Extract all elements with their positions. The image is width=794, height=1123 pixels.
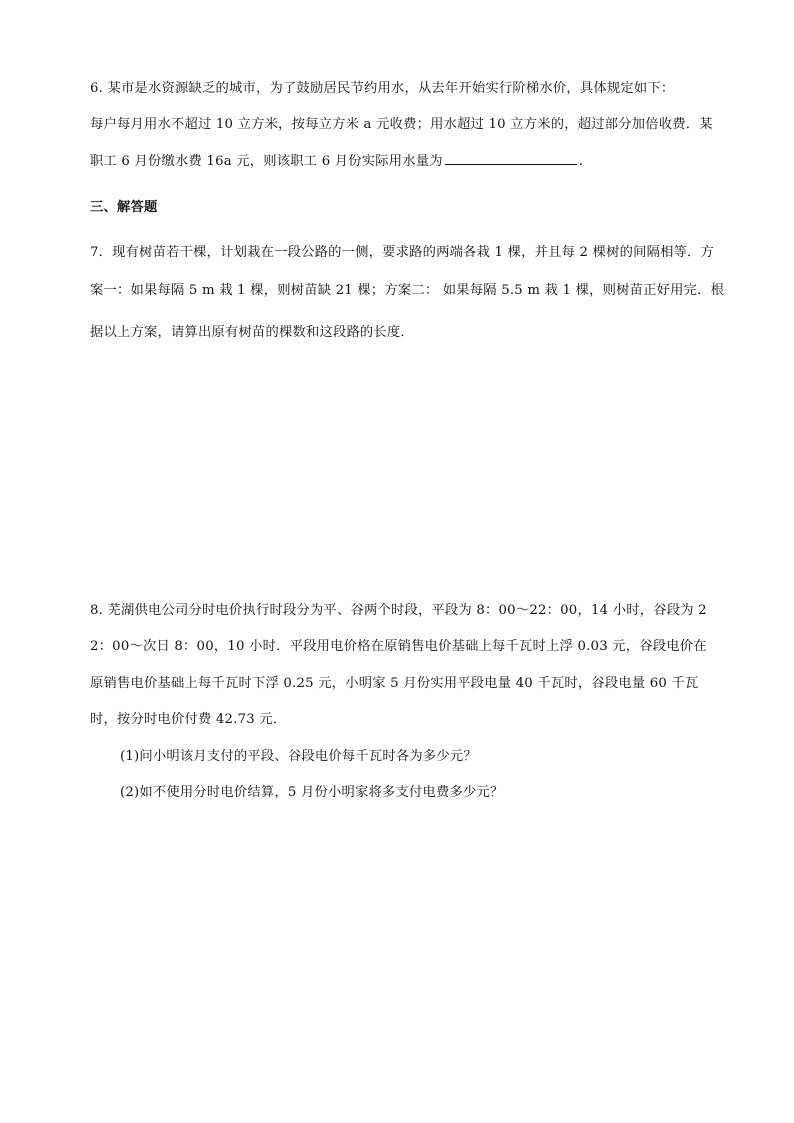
- question-6-line-3-end: .: [578, 154, 584, 169]
- question-7-line-2: 案一：如果每隔 5 m 栽 1 棵，则树苗缺 21 棵；方案二： 如果每隔 5.5 m 栽 1 棵，则树苗正好用完．根: [90, 283, 725, 298]
- question-8-line-1: 8. 芜湖供电公司分时电价执行时段分为平、谷两个时段，平段为 8：00～22：00，14 小时，谷段为 2: [90, 603, 707, 618]
- question-6-line-2: 每户每月用水不超过 10 立方米，按每立方米 a 元收费；用水超过 10 立方米的，超过部分加倍收费．某: [90, 117, 713, 132]
- question-8-line-3: 原销售电价基础上每千瓦时下浮 0.25 元，小明家 5 月份实用平段电量 40 千瓦时，谷段电量 60 千瓦: [90, 676, 699, 691]
- question-7-line-1: 7．现有树苗若干棵，计划栽在一段公路的一侧，要求路的两端各栽 1 棵，并且每 2 棵树的间隔相等．方: [90, 245, 715, 260]
- answer-blank: [445, 151, 577, 165]
- question-8-subquestion-2: (2)如不使用分时电价结算，5 月份小明家将多支付电费多少元？: [120, 785, 504, 800]
- question-6-line-1: 6. 某市是水资源缺乏的城市，为了鼓励居民节约用水，从去年开始实行阶梯水价，具体规定如下：: [90, 81, 675, 96]
- question-8-line-2: 2：00～次日 8：00，10 小时．平段用电价格在原销售电价基础上每千瓦时上浮 0.03 元，谷段电价在: [90, 639, 707, 654]
- question-8-subquestion-1: (1)问小明该月支付的平段、谷段电价每千瓦时各为多少元？: [120, 749, 477, 764]
- question-6-line-3-text: 职工 6 月份缴水费 16a 元，则该职工 6 月份实际用水量为: [90, 154, 443, 169]
- question-7-line-3: 据以上方案，请算出原有树苗的棵数和这段路的长度．: [90, 325, 414, 340]
- question-6-line-3: [90, 151, 583, 171]
- question-8-line-4: 时，按分时电价付费 42.73 元．: [90, 712, 287, 727]
- section-heading-answers: 三、解答题: [90, 200, 158, 215]
